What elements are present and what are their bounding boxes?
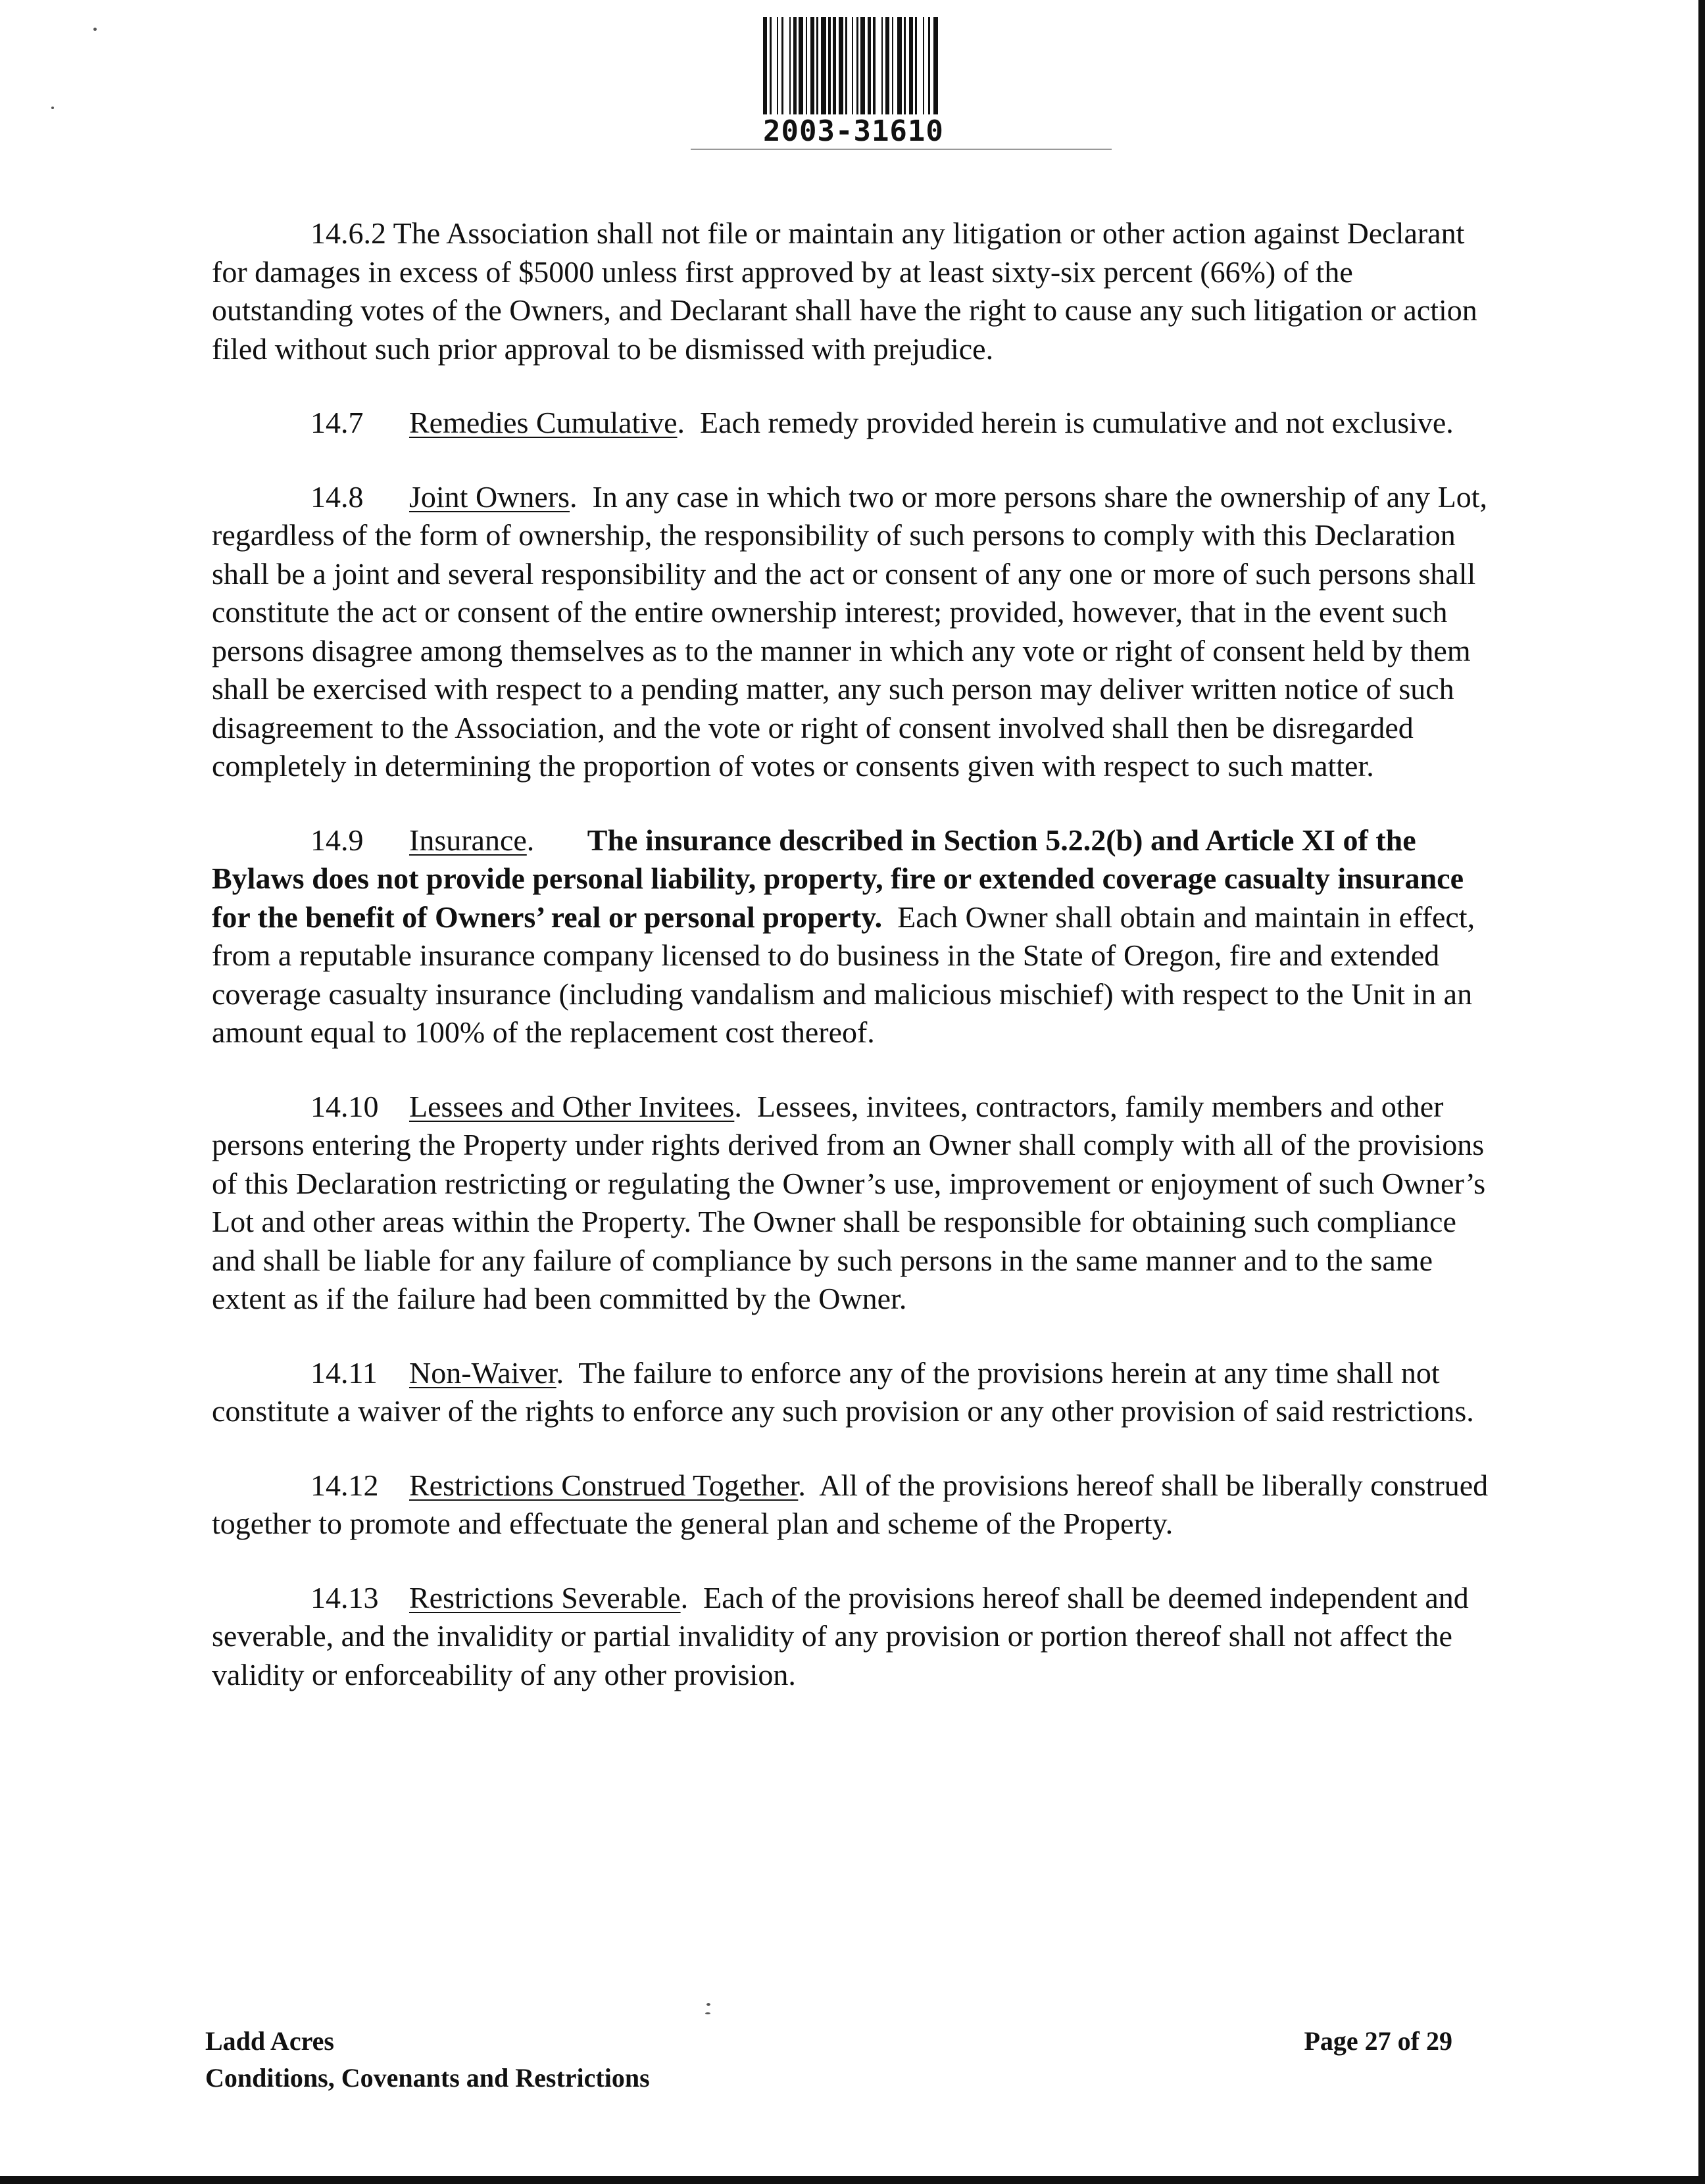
section-text: All of the provisions hereof shall be liberally construed together to promote and effectuate the general plan and scheme of the Property. — [212, 1468, 1489, 1540]
barcode-bar — [868, 17, 871, 114]
section-14-12: 14.12 Restrictions Construed Together. All of the provisions hereof shall be liberally construed together to promote and effectuate the general plan and scheme of the Property. — [212, 1467, 1501, 1543]
section-number: 14.6.2 — [310, 216, 386, 250]
section-14-9: 14.9 Insurance. The insurance described in Section 5.2.2(b) and Article XI of the Bylaws does not provide personal liability, property, fire or extended coverage casualty insurance for the benefit of Owners’ real or personal property. Each Owner shall obtain and maintain in effect, from a reputable insurance company licensed to do business in the State of Oregon, fire and extended coverage casualty insurance (including vandalism and malicious mischief) with respect to the Unit in an amount equal to 100% of the replacement cost thereof. — [212, 821, 1501, 1052]
section-text: The failure to enforce any of the provisions herein at any time shall not constitute a waiver of the rights to enforce any such provision or any other provision of said restrictions. — [212, 1355, 1474, 1428]
barcode-bar — [806, 17, 807, 114]
header-rule — [691, 149, 1112, 150]
barcode-bar — [897, 17, 902, 114]
section-14-7: 14.7 Remedies Cumulative. Each remedy provided herein is cumulative and not exclusive. — [212, 404, 1501, 443]
section-number: 14.13 — [310, 1580, 379, 1614]
barcode-bar — [833, 17, 836, 114]
scan-speck — [706, 2003, 710, 2006]
barcode-bar — [816, 17, 818, 114]
section-text: Lessees, invitees, contractors, family members and other persons entering the Property under rights derived from an Owner shall comply with all of the provisions of this Declaration restricting or regulating the Owner’s use, improvement or enjoyment of such Owner’s Lot and other areas within the Property. The Owner shall be responsible for obtaining such compliance and shall be liable for any failure of compliance by such persons in the same manner and to the same extent as if the failure had been committed by the Owner. — [212, 1089, 1486, 1315]
barcode-bar — [828, 17, 831, 114]
section-title: Restrictions Construed Together — [409, 1468, 799, 1502]
section-number: 14.8 — [310, 479, 364, 514]
barcode-bar — [763, 17, 767, 114]
barcode-bar — [892, 17, 893, 114]
scan-speck — [93, 28, 97, 31]
barcode-bar — [789, 17, 791, 114]
barcode-bar — [810, 17, 814, 114]
barcode-bar — [928, 17, 930, 114]
barcode-bar — [909, 17, 913, 114]
barcode-bar — [799, 17, 803, 114]
section-title: Joint Owners — [409, 479, 570, 514]
barcode-bar — [856, 17, 858, 114]
section-text: Each of the provisions hereof shall be deemed independent and severable, and the invalidity or partial invalidity of any provision or portion thereof shall not affect the validity or enforceability of any other provision. — [212, 1580, 1469, 1691]
section-number: 14.12 — [310, 1468, 379, 1502]
section-14-10: 14.10 Lessees and Other Invitees. Lessees, invitees, contractors, family members and other persons entering the Property under rights derived from an Owner shall comply with all of the provisions of this Declaration restricting or regulating the Owner’s use, improvement or enjoyment of such Owner’s Lot and other areas within the Property. The Owner shall be responsible for obtaining such compliance and shall be liable for any failure of compliance by such persons in the same manner and to the same extent as if the failure had been committed by the Owner. — [212, 1088, 1501, 1319]
barcode-bar — [770, 17, 772, 114]
barcode-bar — [839, 17, 843, 114]
section-text: The Association shall not file or maintain any litigation or other action against Declarant for damages in excess of $5000 unless first approved by at least sixty-six percent (66%) of the outstanding votes of the Owners, and Declarant shall have the right to cause any such litigation or action filed without such prior approval to be dismissed with prejudice. — [212, 216, 1477, 366]
barcode-bar — [885, 17, 889, 114]
section-title: Non-Waiver — [409, 1355, 556, 1390]
section-text: In any case in which two or more persons share the ownership of any Lot, regardless of the form of ownership, the responsibility of such persons to comply with this Declaration shall be a joint and several responsibility and the act or consent of any one or more of such persons shall constitute the act or consent of the entire ownership interest; provided, however, that in the event such persons disagree among themselves as to the manner in which any vote or right of consent held by them shall be exercised with respect to a pending matter, any such person may deliver written notice of such disagreement to the Association, and the vote or right of consent involved shall then be disregarded completely in determining the proportion of votes or consents given with respect to such matter. — [212, 479, 1488, 783]
section-title: Remedies Cumulative — [409, 406, 678, 439]
scan-speck — [51, 107, 54, 109]
barcode-image — [763, 17, 1095, 126]
section-14-11: 14.11 Non-Waiver. The failure to enforce any of the provisions herein at any time shall not constitute a waiver of the rights to enforce any such provision or any other provision of said restrictions. — [212, 1354, 1501, 1431]
section-title: Lessees and Other Invitees — [409, 1089, 735, 1123]
footer-document-name: Conditions, Covenants and Restrictions — [205, 2063, 650, 2093]
section-bold-text: The insurance described in Section 5.2.2(b) and Article XI of the Bylaws does not provide personal liability, property, fire or extended coverage casualty insurance for the benefit of Owners’ real or personal property. — [212, 823, 1464, 934]
section-title: Restrictions Severable — [409, 1580, 681, 1614]
barcode-number: 2003-31610 — [763, 114, 944, 148]
section-text: Each Owner shall obtain and maintain in effect, from a reputable insurance company licensed to do business in the State of Oregon, fire and extended coverage casualty insurance (including vandalism and malicious mischief) with respect to the Unit in an amount equal to 100% of the replacement cost thereof. — [212, 900, 1475, 1049]
footer-document-title — [205, 2023, 650, 2097]
section-number: 14.9 — [310, 823, 364, 857]
document-body — [212, 214, 1501, 1730]
barcode-header — [691, 12, 1112, 157]
barcode-bar — [904, 17, 906, 114]
barcode-bar — [821, 17, 826, 114]
footer-page-number: Page 27 of 29 — [1304, 2026, 1452, 2056]
scan-speck — [705, 2012, 710, 2014]
barcode-bar — [845, 17, 847, 114]
barcode-bar — [881, 17, 883, 114]
section-text: Each remedy provided herein is cumulative and not exclusive. — [700, 406, 1454, 439]
footer-project-name: Ladd Acres — [205, 2026, 334, 2056]
barcode-bar — [915, 17, 917, 114]
section-number: 14.7 — [310, 406, 364, 439]
barcode-bar — [852, 17, 853, 114]
section-14-13: 14.13 Restrictions Severable. Each of the provisions hereof shall be deemed independent and severable, and the invalidity or partial invalidity of any provision or portion thereof shall not affect the validity or enforceability of any other provision. — [212, 1579, 1501, 1695]
barcode-bar — [860, 17, 865, 114]
barcode-bar — [793, 17, 797, 114]
section-14-8: 14.8 Joint Owners. In any case in which two or more persons share the ownership of any Lot, regardless of the form of ownership, the responsibility of such persons to comply with this Declaration shall be a joint and several responsibility and the act or consent of any one or more of such persons shall constitute the act or consent of the entire ownership interest; provided, however, that in the event such persons disagree among themselves as to the manner in which any vote or right of consent held by them shall be exercised with respect to a pending matter, any such person may deliver written notice of such disagreement to the Association, and the vote or right of consent involved shall then be disregarded completely in determining the proportion of votes or consents given with respect to such matter. — [212, 478, 1501, 786]
section-number: 14.10 — [310, 1089, 379, 1123]
barcode-bar — [933, 17, 938, 114]
barcode-bar — [777, 17, 778, 114]
section-number: 14.11 — [310, 1355, 378, 1390]
section-14-6-2 — [212, 214, 1501, 368]
barcode-bar — [781, 17, 783, 114]
barcode-bar — [873, 17, 876, 114]
section-title: Insurance — [409, 823, 527, 857]
barcode-bar — [923, 17, 924, 114]
